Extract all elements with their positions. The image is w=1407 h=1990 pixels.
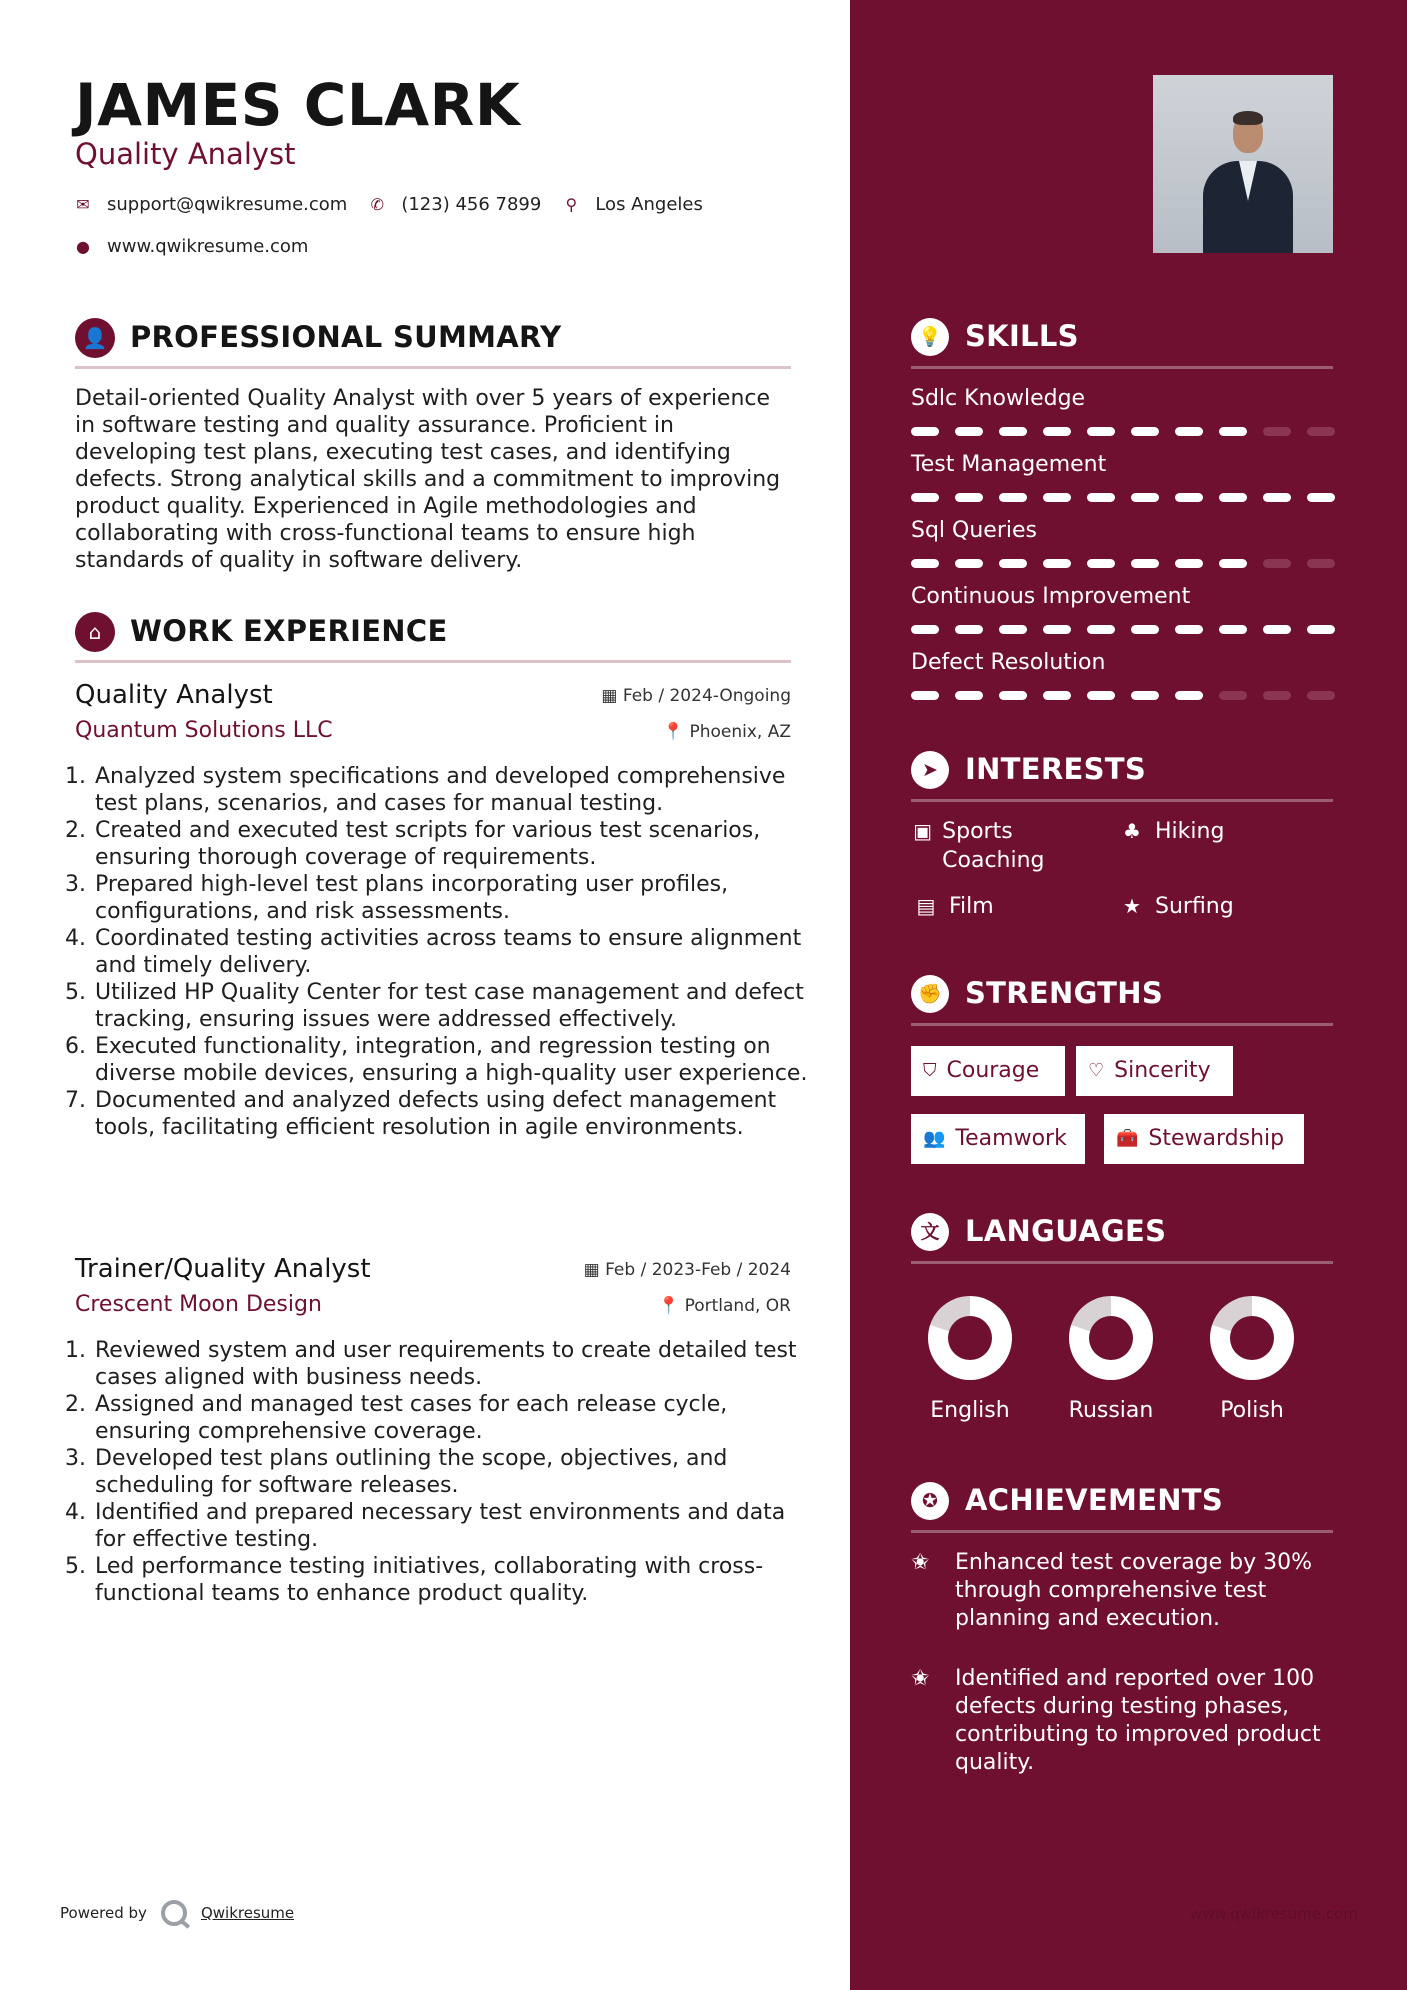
chair-icon: ⌂ bbox=[75, 612, 115, 652]
achievements-title: ACHIEVEMENTS bbox=[965, 1483, 1224, 1517]
job-dates: ▦ Feb / 2023-Feb / 2024 bbox=[583, 1260, 791, 1280]
skill-segment bbox=[955, 559, 983, 568]
candidate-role: Quality Analyst bbox=[75, 137, 296, 171]
skill-segment bbox=[911, 427, 939, 436]
skill-segment bbox=[999, 625, 1027, 634]
profile-photo bbox=[1153, 75, 1333, 253]
list-item: 2. Assigned and managed test cases for each release cycle, ensuring comprehensive coverage. bbox=[93, 1391, 813, 1445]
interest-label: Surfing bbox=[1155, 894, 1234, 919]
strength-tag bbox=[911, 1046, 1065, 1096]
summary-title: PROFESSIONAL SUMMARY bbox=[130, 320, 562, 354]
envelope-icon: ✉ bbox=[76, 195, 90, 214]
list-item: 4. Identified and prepared necessary test environments and data for effective testing. bbox=[93, 1499, 813, 1553]
summary-section-header bbox=[75, 310, 791, 369]
skill-item bbox=[911, 385, 1333, 413]
skill-segment bbox=[999, 493, 1027, 502]
list-item: 5. Utilized HP Quality Center for test case management and defect tracking, ensuring issues were addressed effectively. bbox=[93, 979, 813, 1033]
skill-segment bbox=[911, 493, 939, 502]
skill-segment bbox=[1263, 625, 1291, 634]
interest-label: Sports Coaching bbox=[942, 819, 1045, 873]
skill-segment bbox=[1219, 691, 1247, 700]
email-item[interactable] bbox=[75, 194, 347, 215]
phone-item[interactable] bbox=[369, 194, 541, 215]
interest-item bbox=[911, 892, 1081, 921]
skill-segment bbox=[1219, 493, 1247, 502]
skill-segment bbox=[1219, 559, 1247, 568]
trophy-icon: ✪ bbox=[911, 1482, 949, 1520]
contact-row-2 bbox=[75, 236, 330, 257]
job-title: Quality Analyst bbox=[75, 680, 273, 710]
skill-segment bbox=[1087, 493, 1115, 502]
contact-row-1 bbox=[75, 194, 725, 215]
skill-segment bbox=[1087, 559, 1115, 568]
strength-tag bbox=[1104, 1114, 1304, 1164]
interest-item bbox=[1117, 817, 1297, 846]
skill-segment bbox=[911, 691, 939, 700]
footer-site[interactable]: www.qwikresume.com bbox=[1190, 1905, 1358, 1923]
interest-item bbox=[911, 817, 1081, 875]
phone-icon: ✆ bbox=[370, 195, 385, 214]
calendar-icon: ▦ bbox=[601, 686, 623, 706]
skill-segment bbox=[1131, 493, 1159, 502]
skill-bar bbox=[911, 625, 1351, 634]
skill-segment bbox=[1175, 493, 1203, 502]
job-bullets bbox=[75, 763, 813, 1141]
skill-segment bbox=[999, 691, 1027, 700]
language-label: English bbox=[930, 1398, 1010, 1423]
strength-tag bbox=[911, 1114, 1085, 1164]
strength-label: Stewardship bbox=[1148, 1126, 1285, 1151]
list-item: 3. Prepared high-level test plans incorporating user profiles, configurations, and risk assessments. bbox=[93, 871, 813, 925]
interests-title: INTERESTS bbox=[965, 752, 1147, 786]
interest-label: Hiking bbox=[1155, 819, 1225, 844]
photo-hair bbox=[1233, 111, 1263, 125]
language-label: Russian bbox=[1068, 1398, 1154, 1423]
skill-segment bbox=[1307, 691, 1335, 700]
skill-segment bbox=[955, 493, 983, 502]
achievement-text: Enhanced test coverage by 30% through comprehensive test planning and execution. bbox=[955, 1550, 1313, 1631]
fist-icon: ✊ bbox=[911, 975, 949, 1013]
language-donut bbox=[1069, 1296, 1153, 1380]
skill-segment bbox=[999, 559, 1027, 568]
skill-segment bbox=[999, 427, 1027, 436]
skill-segment bbox=[1307, 493, 1335, 502]
skill-item bbox=[911, 649, 1333, 677]
star-icon: ✬ bbox=[911, 1550, 930, 1575]
skill-item bbox=[911, 517, 1333, 545]
list-item: 1. Reviewed system and user requirements to create detailed test cases aligned with business needs. bbox=[93, 1337, 813, 1391]
skills-section-header bbox=[911, 310, 1333, 369]
skill-segment bbox=[1307, 427, 1335, 436]
location-item bbox=[563, 194, 703, 215]
lightbulb-icon: 💡 bbox=[911, 318, 949, 356]
film-icon: ▤ bbox=[916, 894, 936, 918]
skill-segment bbox=[1175, 625, 1203, 634]
languages-title: LANGUAGES bbox=[965, 1214, 1167, 1248]
powered-by bbox=[60, 1900, 294, 1926]
strength-label: Courage bbox=[946, 1058, 1040, 1083]
star-icon: ✬ bbox=[911, 1666, 930, 1691]
strength-label: Sincerity bbox=[1114, 1058, 1211, 1083]
list-item: 5. Led performance testing initiatives, collaborating with cross-functional teams to enhance product quality. bbox=[93, 1553, 813, 1607]
toolbox-icon: 🧰 bbox=[1116, 1128, 1139, 1149]
skill-segment bbox=[911, 559, 939, 568]
skill-bar bbox=[911, 559, 1351, 568]
achievement-item bbox=[911, 1665, 1341, 1777]
email-text: support@qwikresume.com bbox=[107, 194, 348, 215]
job-location: 📍 Portland, OR bbox=[658, 1296, 791, 1316]
skill-label: Continuous Improvement bbox=[911, 584, 1191, 609]
skill-segment bbox=[1131, 559, 1159, 568]
heart-icon: ♡ bbox=[1088, 1060, 1105, 1081]
achievement-text: Identified and reported over 100 defects during testing phases, contributing to improved product quality. bbox=[955, 1666, 1321, 1775]
star-icon: ★ bbox=[1123, 894, 1141, 918]
language-donut bbox=[1210, 1296, 1294, 1380]
skill-segment bbox=[1043, 559, 1071, 568]
powered-by-label: Powered by bbox=[60, 1904, 147, 1922]
skill-segment bbox=[1131, 691, 1159, 700]
interest-label: Film bbox=[949, 894, 994, 919]
list-item: 6. Executed functionality, integration, and regression testing on diverse mobile devices, ensuring a high-quality user experience. bbox=[93, 1033, 813, 1087]
tree-icon: ♣ bbox=[1123, 819, 1141, 843]
experience-section-header bbox=[75, 604, 791, 663]
skill-segment bbox=[1175, 559, 1203, 568]
job-company: Crescent Moon Design bbox=[75, 1292, 322, 1317]
job-bullets bbox=[75, 1337, 813, 1607]
skill-segment bbox=[1087, 625, 1115, 634]
skill-segment bbox=[1043, 493, 1071, 502]
website-item[interactable] bbox=[75, 236, 308, 257]
skill-segment bbox=[1219, 427, 1247, 436]
skill-segment bbox=[1175, 691, 1203, 700]
calendar-icon: ▦ bbox=[583, 1260, 606, 1280]
skill-segment bbox=[1263, 559, 1291, 568]
pin-icon: 📍 bbox=[658, 1296, 685, 1316]
skill-segment bbox=[1131, 427, 1159, 436]
language-label: Polish bbox=[1220, 1398, 1284, 1423]
globe-icon: ● bbox=[76, 237, 90, 256]
skill-segment bbox=[955, 625, 983, 634]
map-pin-icon: ⚲ bbox=[565, 195, 578, 214]
strength-tag bbox=[1076, 1046, 1233, 1096]
skill-segment bbox=[1263, 691, 1291, 700]
users-icon: 👥 bbox=[923, 1128, 946, 1149]
job-dates: ▦ Feb / 2024-Ongoing bbox=[601, 686, 791, 706]
interest-item bbox=[1117, 892, 1297, 921]
job-location: 📍 Phoenix, AZ bbox=[662, 722, 791, 742]
skill-segment bbox=[1131, 625, 1159, 634]
website-text: www.qwikresume.com bbox=[107, 236, 309, 257]
skill-item bbox=[911, 451, 1333, 479]
job-company: Quantum Solutions LLC bbox=[75, 718, 333, 743]
candidate-name: JAMES CLARK bbox=[75, 71, 521, 139]
skill-segment bbox=[955, 691, 983, 700]
skill-segment bbox=[1087, 691, 1115, 700]
skill-label: Sql Queries bbox=[911, 518, 1037, 543]
languages-section-header bbox=[911, 1205, 1333, 1264]
paper-plane-icon: ➤ bbox=[911, 751, 949, 789]
language-icon: 文 bbox=[911, 1213, 949, 1251]
qwikresume-logo-icon bbox=[161, 1900, 187, 1926]
interests-section-header bbox=[911, 743, 1333, 802]
skill-bar bbox=[911, 493, 1351, 502]
skill-segment bbox=[1043, 427, 1071, 436]
list-item: 2. Created and executed test scripts for various test scenarios, ensuring thorough coverage of requirements. bbox=[93, 817, 813, 871]
strengths-title: STRENGTHS bbox=[965, 976, 1164, 1010]
skill-label: Defect Resolution bbox=[911, 650, 1106, 675]
location-text: Los Angeles bbox=[595, 194, 703, 215]
list-item: 4. Coordinated testing activities across teams to ensure alignment and timely delivery. bbox=[93, 925, 813, 979]
summary-text: Detail-oriented Quality Analyst with over 5 years of experience in software testing and quality assurance. Proficient in developing test plans, executing test cases, and identifying defects. Strong analytical skills and a commitment to improving product quality. Experienced in Agile methodologies and collaborating with cross-functional teams to ensure high standards of quality in software delivery. bbox=[75, 386, 781, 573]
skill-label: Sdlc Knowledge bbox=[911, 386, 1086, 411]
skill-bar bbox=[911, 691, 1351, 700]
language-donut bbox=[928, 1296, 1012, 1380]
skill-segment bbox=[911, 625, 939, 634]
skill-segment bbox=[955, 427, 983, 436]
skill-bar bbox=[911, 427, 1351, 436]
shield-icon: ⛉ bbox=[923, 1060, 937, 1081]
phone-text: (123) 456 7899 bbox=[401, 194, 542, 215]
skill-segment bbox=[1043, 691, 1071, 700]
brand-link[interactable]: Qwikresume bbox=[200, 1904, 295, 1922]
skill-segment bbox=[1307, 625, 1335, 634]
achievement-item bbox=[911, 1549, 1341, 1633]
briefcase-icon: ▣ bbox=[913, 819, 933, 843]
achievements-section-header bbox=[911, 1474, 1333, 1533]
strength-label: Teamwork bbox=[955, 1126, 1067, 1151]
skill-segment bbox=[1219, 625, 1247, 634]
pin-icon: 📍 bbox=[662, 722, 690, 742]
user-icon: 👤 bbox=[75, 318, 115, 358]
job-title: Trainer/Quality Analyst bbox=[75, 1254, 371, 1284]
skill-label: Test Management bbox=[911, 452, 1107, 477]
skill-segment bbox=[1307, 559, 1335, 568]
list-item: 3. Developed test plans outlining the scope, objectives, and scheduling for software releases. bbox=[93, 1445, 813, 1499]
strengths-section-header bbox=[911, 967, 1333, 1026]
skills-title: SKILLS bbox=[965, 319, 1079, 353]
list-item: 7. Documented and analyzed defects using defect management tools, facilitating efficient resolution in agile environments. bbox=[93, 1087, 813, 1141]
list-item: 1. Analyzed system specifications and developed comprehensive test plans, scenarios, and cases for manual testing. bbox=[93, 763, 813, 817]
skill-item bbox=[911, 583, 1333, 611]
experience-title: WORK EXPERIENCE bbox=[130, 614, 448, 648]
skill-segment bbox=[1263, 493, 1291, 502]
skill-segment bbox=[1087, 427, 1115, 436]
skill-segment bbox=[1263, 427, 1291, 436]
skill-segment bbox=[1043, 625, 1071, 634]
skill-segment bbox=[1175, 427, 1203, 436]
